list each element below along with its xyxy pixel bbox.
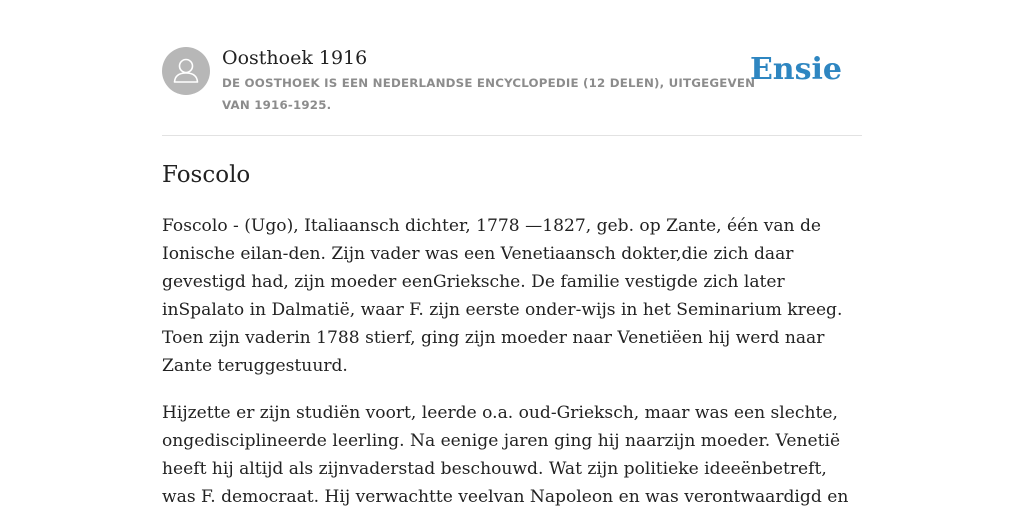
source-description: DE OOSTHOEK IS EEN NEDERLANDSE ENCYCLOPEDIE (12 DELEN), UITGEGEVEN VAN 1916-1925. (222, 76, 756, 112)
article-title: Foscolo (162, 162, 251, 188)
ensie-logo-link[interactable]: Ensie (749, 52, 842, 87)
article-paragraph: Foscolo - (Ugo), Italiaansch dichter, 1778 —1827, geb. op Zante, één van de Ionische eilan-den. Zijn vader was een Venetiaansch dokter,die zich daar gevestigd had, zijn moeder eenGrieksche. De familie vestigde zich later inSpalato in Dalmatië, waar F. zijn eerste onder-wijs in het Seminarium kreeg. Toen zijn vaderin 1788 stierf, ging zijn moeder naar Venetiëen hij werd naar Zante teruggestuurd. (162, 216, 843, 376)
page-container (162, 0, 862, 507)
article-paragraph: Hijzette er zijn studiën voort, leerde o.a. oud-Grieksch, maar was een slechte, ongedisciplineerde leerling. Na eenige jaren ging hij naarzijn moeder. Venetië heeft hij altijd als zijnvaderstad beschouwd. Wat zijn politieke ideeënbetreft, was F. democraat. Hij verwachtte veelvan Napoleon en was verontwaardigd en (162, 403, 849, 507)
article-body (162, 212, 862, 512)
user-icon (162, 47, 210, 95)
source-name-link[interactable]: Oosthoek 1916 (222, 47, 368, 69)
source-avatar[interactable] (162, 47, 210, 95)
source-header (162, 0, 862, 136)
